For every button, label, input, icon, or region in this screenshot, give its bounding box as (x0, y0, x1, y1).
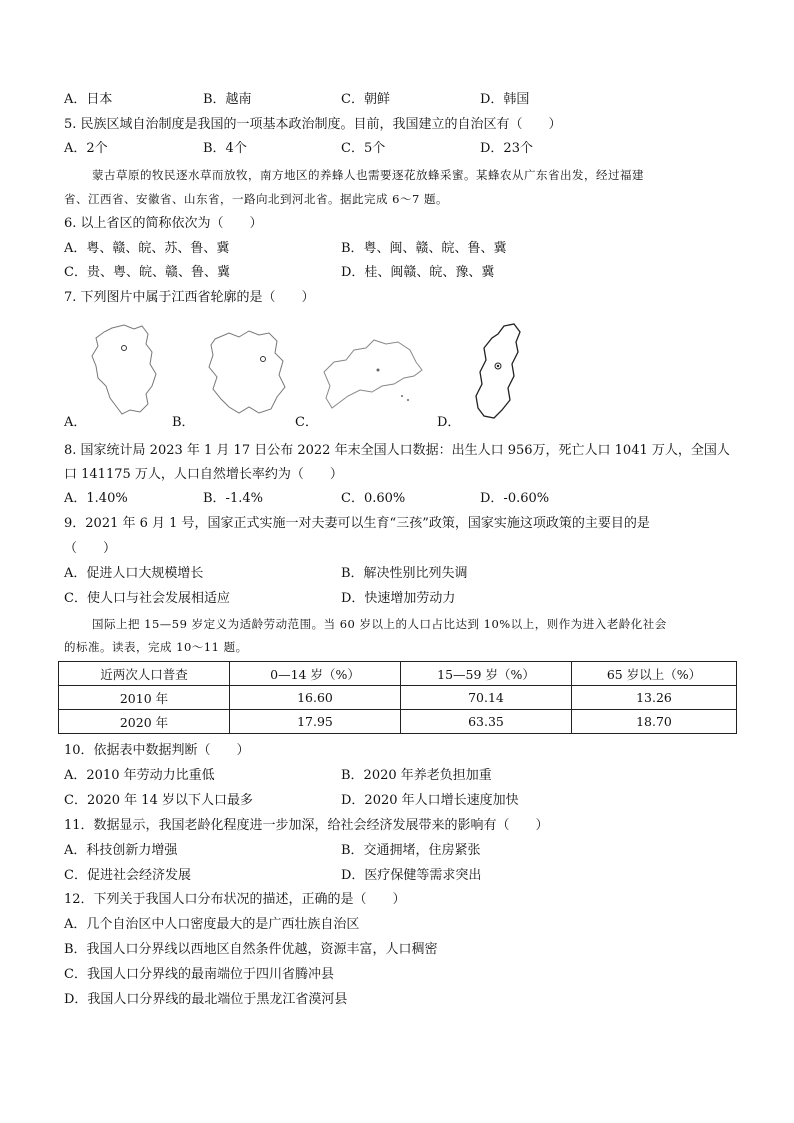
q6-option-b[interactable]: B．粤、闽、赣、皖、鲁、冀 (341, 241, 507, 256)
population-census-table (58, 661, 737, 734)
q4-option-b[interactable]: B．越南 (203, 92, 252, 107)
q7-stem: 7. 下列图片中属于江西省轮廓的是（ ） (64, 290, 315, 305)
table-header-row (59, 662, 737, 686)
table-cell: 18.70 (572, 710, 737, 734)
q5-stem: 5. 民族区域自治制度是我国的一项基本政治制度。目前，我国建立的自治区有（ ） (64, 117, 562, 132)
passage1-line2: 省、江西省、安徽省、山东省，一路向北到河北省。据此完成 6～7 题。 (64, 192, 448, 206)
q8-stem-line2: 口 141175 万人，人口自然增长率约为（ ） (64, 467, 343, 482)
q10-option-b[interactable]: B．2020 年养老负担加重 (341, 768, 492, 783)
q7-label-a[interactable]: A． (64, 415, 87, 430)
jiangxi-outline-map (86, 320, 168, 418)
q8-option-c[interactable]: C．0.60% (341, 491, 406, 506)
q10-option-d[interactable]: D．2020 年人口增长速度加快 (341, 793, 519, 808)
shanxi-outline-map (468, 322, 526, 422)
table-cell: 16.60 (230, 686, 401, 710)
q6-option-d[interactable]: D．桂、闽赣、皖、豫、冀 (341, 265, 495, 280)
q11-option-d[interactable]: D．医疗保健等需求突出 (341, 868, 482, 883)
table-header-cell: 0—14 岁（%） (230, 662, 401, 686)
q4-option-a[interactable]: A．日本 (64, 92, 113, 107)
table-row (59, 710, 737, 734)
q9-option-d[interactable]: D．快速增加劳动力 (341, 591, 456, 606)
q9-option-c[interactable]: C．使人口与社会发展相适应 (64, 591, 230, 606)
passage1-line1: 蒙古草原的牧民逐水草而放牧，南方地区的养蜂人也需要逐花放蜂采蜜。某蜂农从广东省出发，经过福建 (92, 168, 644, 182)
q12-option-c[interactable]: C．我国人口分界线的最南端位于四川省腾冲县 (64, 967, 334, 982)
passage2-line2: 的标准。读表，完成 10～11 题。 (64, 640, 248, 654)
table-cell: 63.35 (401, 710, 572, 734)
q8-stem-line1: 8. 国家统计局 2023 年 1 月 17 日公布 2022 年末全国人口数据：出生人口 956万，死亡人口 1041 万人，全国人 (64, 443, 730, 458)
q4-option-d[interactable]: D．韩国 (480, 92, 530, 107)
table-cell: 13.26 (572, 686, 737, 710)
q6-option-a[interactable]: A．粤、赣、皖、苏、鲁、冀 (64, 241, 230, 256)
q11-stem: 11．数据显示，我国老龄化程度进一步加深，给社会经济发展带来的影响有（ ） (64, 818, 549, 833)
q5-option-a[interactable]: A．2个 (64, 141, 108, 156)
q9-option-b[interactable]: B．解决性别比列失调 (341, 566, 468, 581)
table-row (59, 686, 737, 710)
q4-option-c[interactable]: C．朝鲜 (341, 92, 390, 107)
table-cell: 2010 年 (59, 686, 230, 710)
table-cell: 70.14 (401, 686, 572, 710)
table-cell: 17.95 (230, 710, 401, 734)
q9-stem-line2: （ ） (64, 541, 117, 556)
q9-option-a[interactable]: A．促进人口大规模增长 (64, 566, 204, 581)
q9-stem-line1: 9．2021 年 6 月 1 号，国家正式实施一对夫妻可以生育“三孩”政策，国家实施这项政策的主要目的是 (64, 516, 650, 531)
q12-option-b[interactable]: B．我国人口分界线以西地区自然条件优越，资源丰富，人口稠密 (64, 942, 438, 957)
q11-option-c[interactable]: C．促进社会经济发展 (64, 868, 191, 883)
q8-option-d[interactable]: D．-0.60% (480, 491, 550, 506)
q7-label-d[interactable]: D． (437, 415, 461, 430)
q10-stem: 10．依据表中数据判断（ ） (64, 743, 250, 758)
q10-option-a[interactable]: A．2010 年劳动力比重低 (64, 768, 215, 783)
q5-option-d[interactable]: D．23个 (480, 141, 533, 156)
table-header-cell: 65 岁以上（%） (572, 662, 737, 686)
table-header-cell: 近两次人口普查 (59, 662, 230, 686)
q7-label-c[interactable]: C． (295, 415, 318, 430)
q5-option-c[interactable]: C．5个 (341, 141, 386, 156)
q6-option-c[interactable]: C．贵、粤、皖、赣、鲁、冀 (64, 265, 230, 280)
q8-option-b[interactable]: B．-1.4% (203, 491, 263, 506)
q11-option-b[interactable]: B．交通拥堵，住房紧张 (341, 843, 481, 858)
q11-option-a[interactable]: A．科技创新力增强 (64, 843, 178, 858)
q6-stem: 6. 以上省区的简称依次为（ ） (64, 216, 263, 231)
q5-option-b[interactable]: B．4个 (203, 141, 247, 156)
q8-option-a[interactable]: A．1.40% (64, 491, 128, 506)
hunan-outline-map (205, 325, 293, 417)
q12-option-a[interactable]: A．几个自治区中人口密度最大的是广西壮族自治区 (64, 917, 360, 932)
passage2-line1: 国际上把 15—59 岁定义为适龄劳动范围。当 60 岁以上的人口占比达到 10%以上，则作为进入老龄化社会 (92, 617, 667, 631)
guangdong-outline-map (318, 336, 430, 412)
q7-label-b[interactable]: B． (172, 415, 195, 430)
table-cell: 2020 年 (59, 710, 230, 734)
q10-option-c[interactable]: C．2020 年 14 岁以下人口最多 (64, 793, 253, 808)
q12-stem: 12．下列关于我国人口分布状况的描述，正确的是（ ） (64, 892, 406, 907)
table-header-cell: 15—59 岁（%） (401, 662, 572, 686)
q12-option-d[interactable]: D．我国人口分界线的最北端位于黑龙江省漠河县 (64, 992, 348, 1007)
